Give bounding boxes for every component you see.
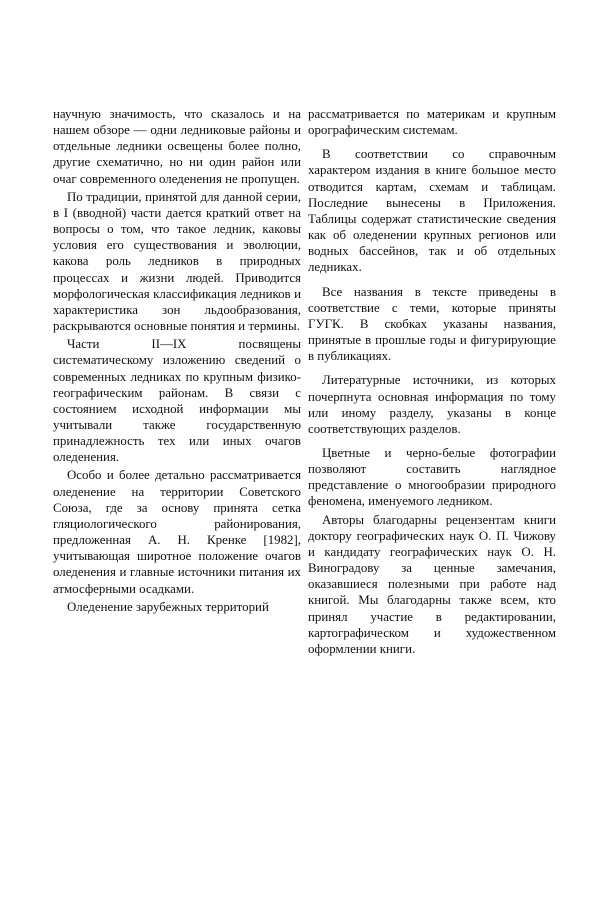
paragraph-continued: научную значимость, что сказалось и на нашем обзоре — одни ледниковые районы и отдельные ледники освещены более полно, другие схематично, но ни один район или очаг современного оледенения не пропущен.: [53, 107, 301, 186]
text-column-left: [53, 106, 301, 617]
paragraph-acknowledgements: Авторы благодарны рецензентам книги доктору географических наук О. П. Чижову и кандидату географических наук О. Н. Виноградову за ценные замечания, оказавшиеся полезными при работе над книгой. Мы благодарны также всем, кто принял участие в редактировании, картографическом и художественном оформлении книги.: [308, 512, 556, 656]
paragraph-maps: В соответствии со справочным характером издания в книге большое место отводится картам, схемам и таблицам. Последние вынесены в Приложения. Таблицы содержат статистические сведения как об оледенении крупных регионов или водных бассейнов, так и об отдельных ледниках.: [308, 147, 556, 275]
paragraph-soviet-glaciation: Особо и более детально рассматривается оледенение на территории Советского Союза, где за основу принята сетка гляциологического районирования, предложенная А. Н. Кренке [1982], учитывающая широтное положение очагов оледенения и главные источники питания их атмосферными осадками.: [53, 468, 301, 596]
paragraph-sources: Литературные источники, из которых почерпнута основная информация по тому или иному разделу, указаны в конце соответствующих разделов.: [308, 373, 556, 436]
paragraph-parts: Части II—IX посвящены систематическому изложению сведений о современных ледниках по крупным физико-географическим районам. В связи с состоянием исходной информации мы учитывали также государственную принадлежность тех или иных очагов оледенения.: [53, 337, 301, 465]
paragraph-continued-right: рассматривается по материкам и крупным орографическим системам.: [308, 107, 556, 138]
paragraph-foreign-glaciation: Оледенение зарубежных территорий: [67, 599, 269, 614]
text-column-right: [308, 106, 556, 659]
paragraph-photos: Цветные и черно-белые фотографии позволяют составить наглядное представление о многообразии природного феномена, именуемого ледником.: [308, 445, 556, 509]
paragraph-names: Все названия в тексте приведены в соответствие с теми, которые приняты ГУГК. В скобках указаны названия, принятые в прошлые годы и фигурирующие в публикациях.: [308, 284, 556, 364]
paragraph-tradition: По традиции, принятой для данной серии, в I (вводной) части дается краткий ответ на вопросы о том, что такое ледник, каковы условия его существования и эволюции, какова роль ледников в природных процессах и жизни людей. Приводится морфологическая классификация ледников и характеристика зон льдообразования, раскрываются основные понятия и термины.: [53, 189, 301, 334]
